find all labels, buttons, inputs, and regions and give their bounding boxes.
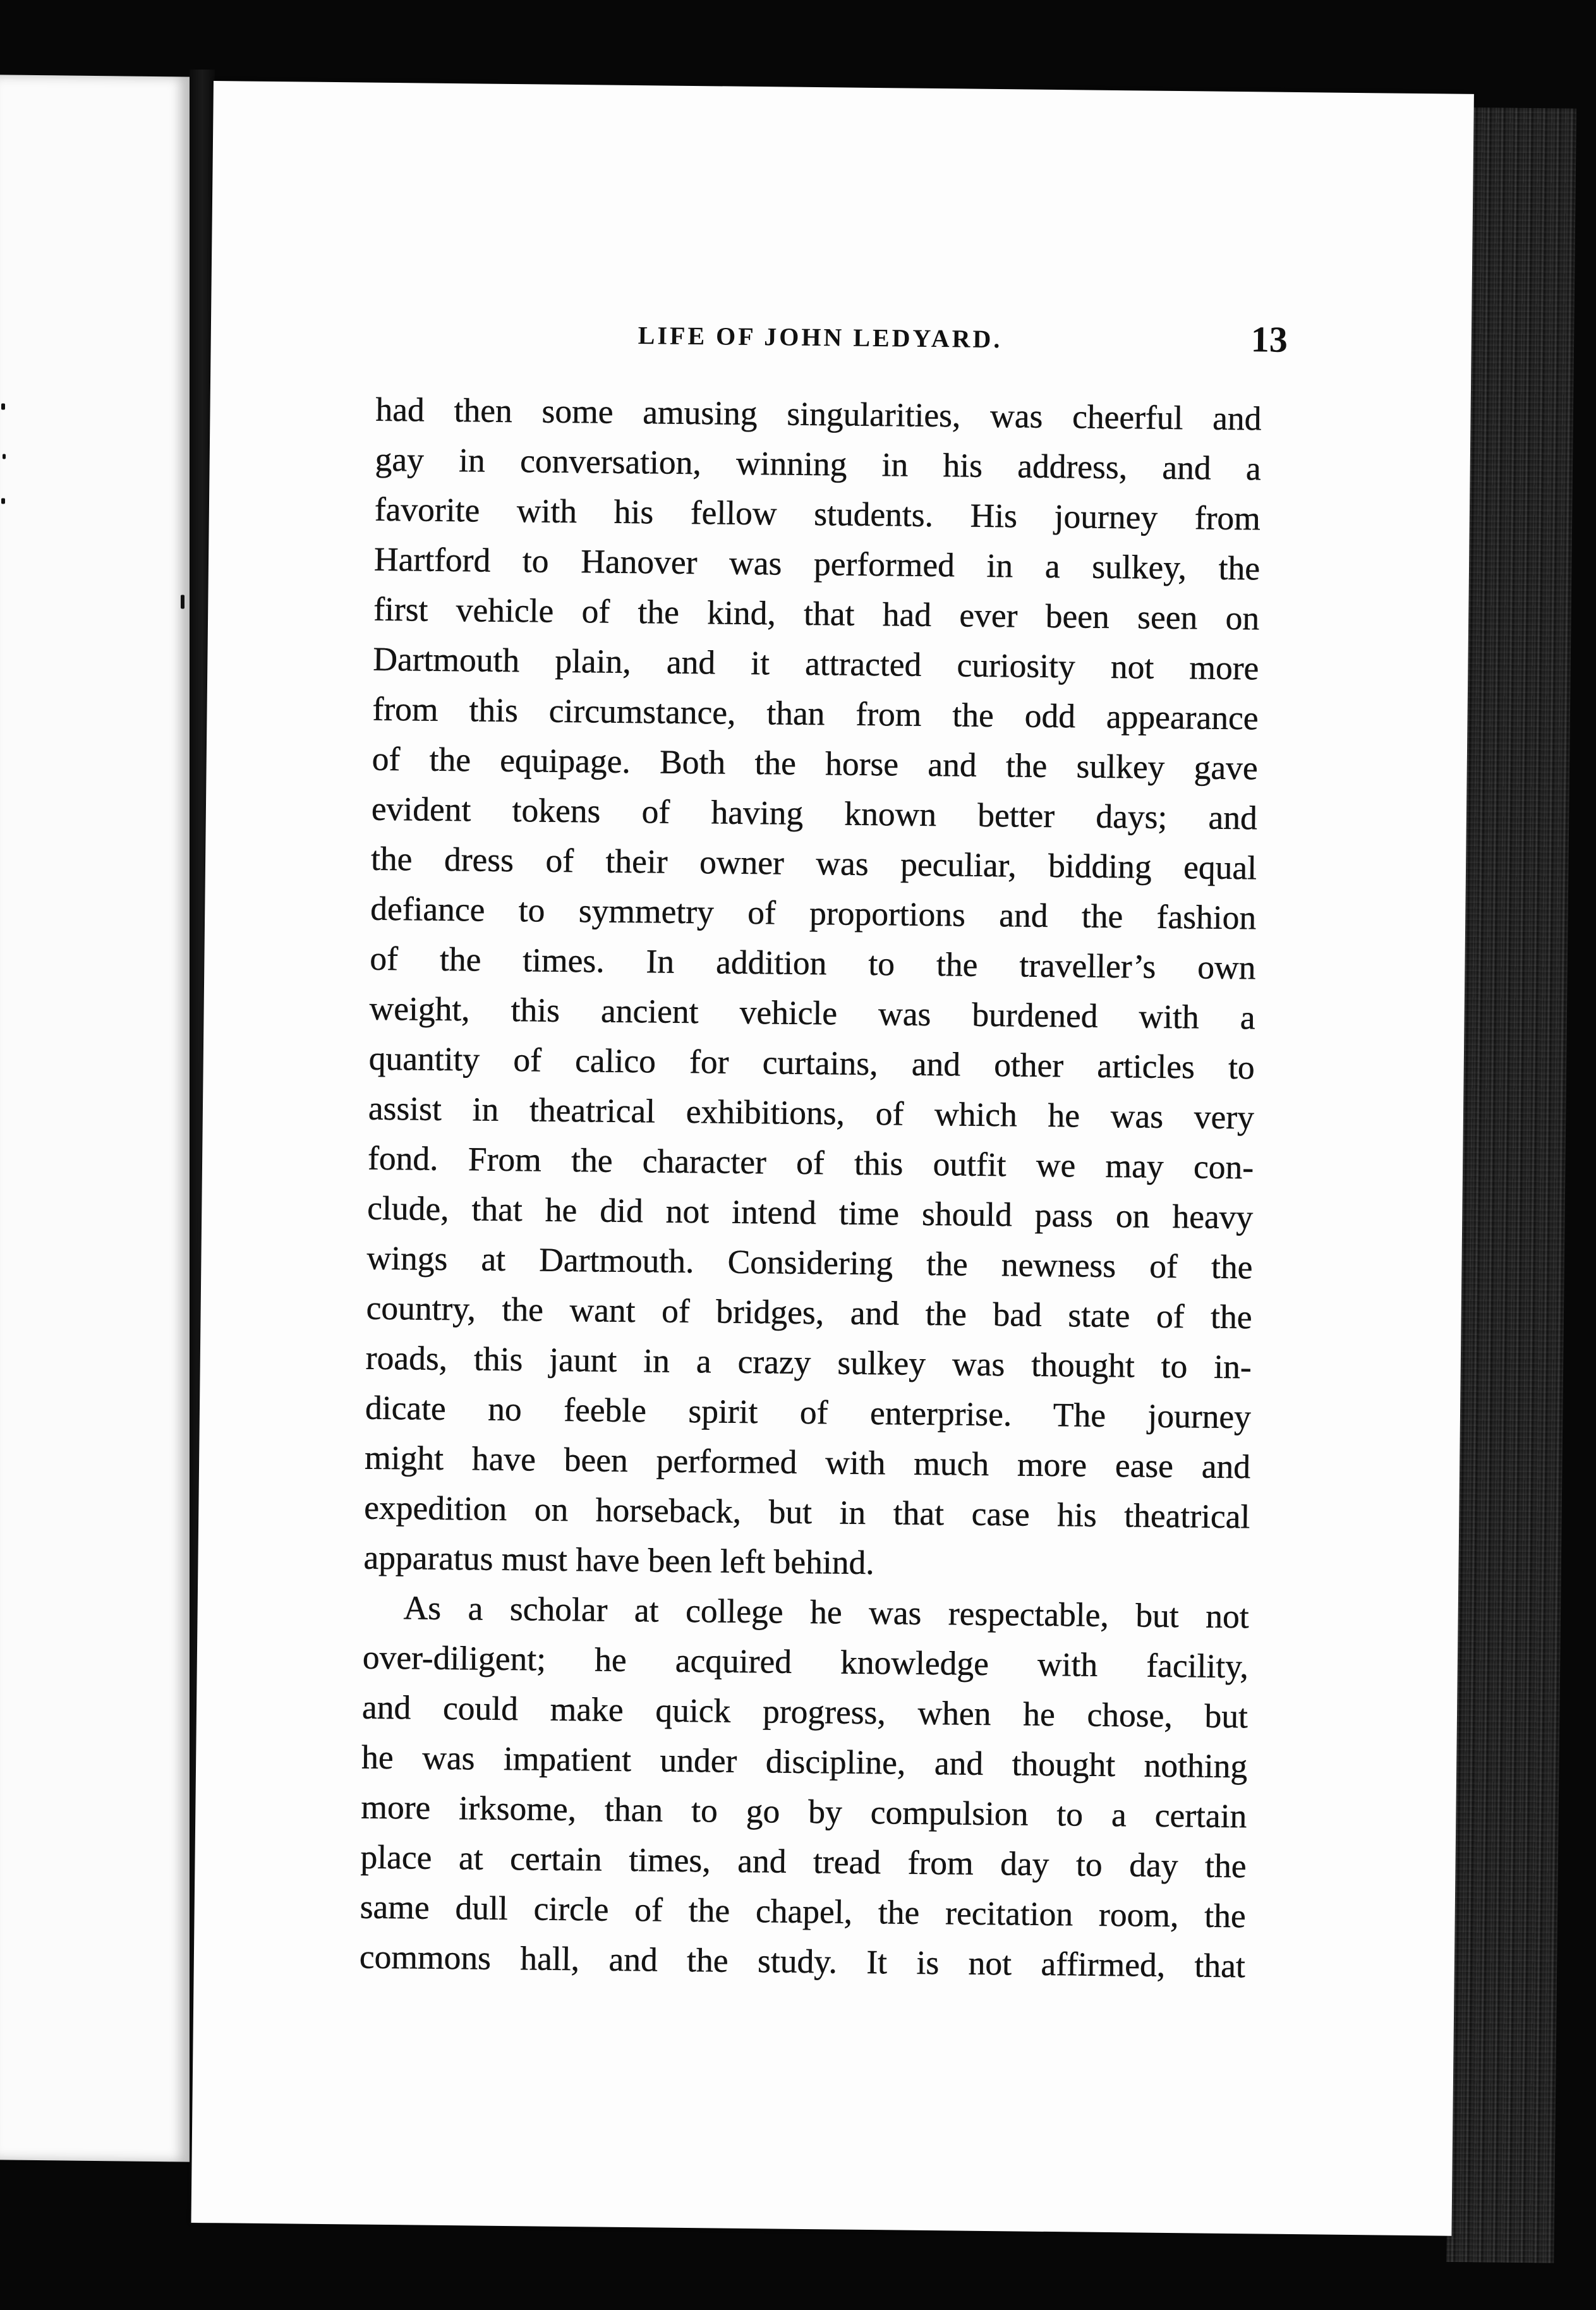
running-head-title: LIFE OF JOHN LEDYARD. bbox=[638, 321, 1003, 354]
text-line: clude, that he did not intend time should pass on heavy bbox=[367, 1188, 1254, 1237]
text-line: dicate no feeble spirit of enterprise. The journey bbox=[365, 1388, 1252, 1436]
text-line: from this circumstance, than from the odd appearance bbox=[372, 689, 1259, 737]
text-line: wings at Dartmouth. Considering the newness of the bbox=[366, 1238, 1253, 1286]
text-line: had then some amusing singularities, was cheerful and bbox=[375, 390, 1262, 438]
text-line: and could make quick progress, when he chose, but bbox=[361, 1688, 1248, 1736]
text-line: fond. From the character of this outfit we may con- bbox=[367, 1139, 1254, 1187]
text-line: Hartford to Hanover was performed in a sulkey, the bbox=[373, 540, 1260, 588]
text-line: first vehicle of the kind, that had ever been seen on bbox=[373, 590, 1260, 638]
text-line: weight, this ancient vehicle was burdened with a bbox=[369, 989, 1255, 1037]
text-line: gay in conversation, winning in his address, and a bbox=[375, 440, 1261, 488]
text-line: favorite with his fellow students. His journey from bbox=[374, 490, 1261, 538]
paragraph-end-line: apparatus must have been left behind. bbox=[363, 1538, 874, 1582]
text-line: he was impatient under discipline, and thought nothing bbox=[361, 1738, 1248, 1786]
running-head bbox=[210, 307, 1472, 371]
text-line: commons hall, and the study. It is not affirmed, that bbox=[359, 1937, 1246, 1985]
text-line: place at certain times, and tread from day to day the bbox=[360, 1837, 1247, 1885]
text-line: the dress of their owner was peculiar, bidding equal bbox=[370, 839, 1257, 887]
text-line: expedition on horseback, but in that case his theatrical bbox=[364, 1488, 1250, 1536]
text-line: over-diligent; he acquired knowledge with facility, bbox=[362, 1638, 1249, 1686]
text-line: same dull circle of the chapel, the recitation room, the bbox=[360, 1887, 1246, 1935]
body-text bbox=[360, 385, 1262, 1992]
text-line: defiance to symmetry of proportions and the fashion bbox=[370, 889, 1257, 937]
page-number: 13 bbox=[1250, 318, 1288, 360]
text-line: country, the want of bridges, and the bad state of the bbox=[366, 1288, 1252, 1336]
paragraph-start-line: As a scholar at college he was respectable, but not bbox=[403, 1588, 1249, 1636]
text-line: of the times. In addition to the traveller’s own bbox=[370, 939, 1256, 987]
text-line: Dartmouth plain, and it attracted curiosity not more bbox=[373, 639, 1259, 687]
text-line: might have been performed with much more ease and bbox=[364, 1438, 1251, 1486]
book-page bbox=[191, 81, 1474, 2236]
text-line: quantity of calico for curtains, and other articles to bbox=[368, 1039, 1255, 1087]
text-line: assist in theatrical exhibitions, of which he was very bbox=[368, 1089, 1255, 1137]
text-line: evident tokens of having known better days; and bbox=[371, 789, 1258, 837]
text-line: more irksome, than to go by compulsion to a certain bbox=[361, 1787, 1247, 1835]
facing-page-edge bbox=[0, 75, 190, 2162]
text-line: of the equipage. Both the horse and the sulkey gave bbox=[372, 739, 1259, 787]
text-line: roads, this jaunt in a crazy sulkey was thought to in- bbox=[365, 1338, 1252, 1386]
